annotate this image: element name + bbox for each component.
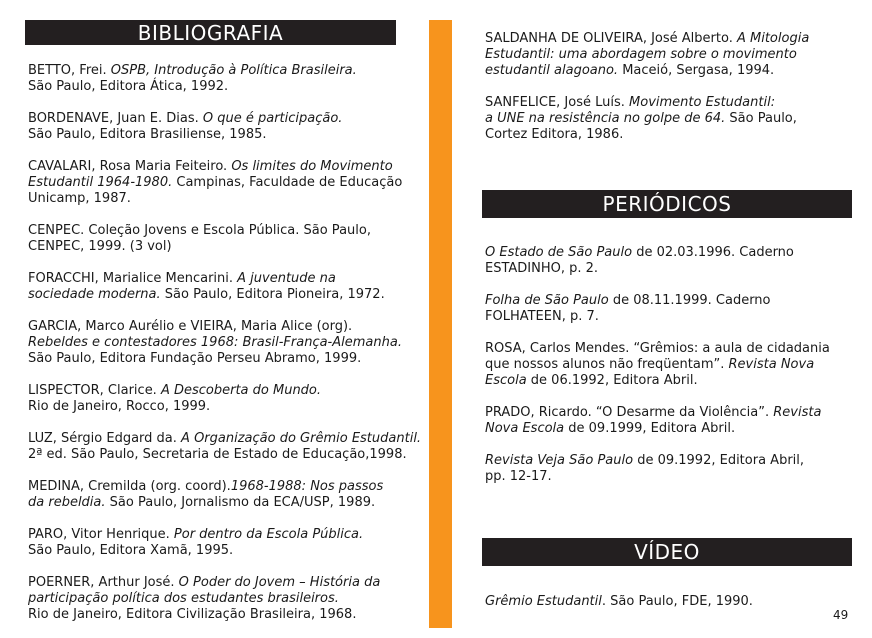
reference-entry — [485, 31, 857, 79]
reference-title: Rebeldes e contestadores 1968: Brasil-França-Alemanha. — [28, 335, 402, 350]
reference-title: A Mitologia Estudantil: uma abordagem sobre o movimento estudantil alagoano. — [485, 31, 810, 78]
reference-text: POERNER, Arthur José. — [28, 575, 179, 590]
reference-title: Grêmio Estudantil — [485, 594, 602, 609]
reference-text: de 09.1992, Editora Abril, pp. 12-17. — [485, 453, 805, 484]
reference-entry — [485, 245, 857, 277]
bibliografia-header — [25, 20, 396, 45]
periodicos-title: PERIÓDICOS — [602, 192, 732, 216]
reference-title: A Descoberta do Mundo. — [160, 383, 322, 398]
video-header — [482, 538, 852, 566]
reference-text: ROSA, Carlos Mendes. “Grêmios: a aula de cidadania que nossos alunos não freqüentam”. — [485, 341, 830, 372]
reference-title: Revista Nova Escola — [485, 405, 822, 436]
bibliografia-title: BIBLIOGRAFIA — [137, 20, 284, 45]
video-list — [485, 594, 857, 610]
periodicos-list — [485, 245, 857, 485]
reference-text: São Paulo, Editora Xamã, 1995. — [28, 543, 234, 558]
reference-text: São Paulo, Editora Brasiliense, 1985. — [28, 127, 267, 142]
reference-text: Rio de Janeiro, Editora Civilização Brasileira, 1968. — [28, 607, 357, 622]
reference-text: . São Paulo, FDE, 1990. — [601, 594, 753, 609]
reference-text: PARO, Vitor Henrique. — [28, 527, 174, 542]
reference-entry — [28, 431, 423, 463]
reference-entry — [485, 293, 857, 325]
reference-entry — [28, 575, 423, 623]
reference-text: de 06.1992, Editora Abril. — [526, 373, 698, 388]
reference-text: São Paulo, Editora Pioneira, 1972. — [160, 287, 385, 302]
reference-text: São Paulo, Cortez Editora, 1986. — [485, 111, 797, 142]
reference-title: 1968-1988: Nos passos da rebeldia. — [28, 479, 384, 510]
reference-entry — [28, 111, 423, 143]
reference-text: Campinas, Faculdade de Educação Unicamp, 1987. — [28, 175, 403, 206]
reference-text: São Paulo, Editora Ática, 1992. — [28, 79, 229, 94]
reference-text: de 02.03.1996. Caderno ESTADINHO, p. 2. — [485, 245, 794, 276]
reference-text: LUZ, Sérgio Edgard da. — [28, 431, 182, 446]
orange-divider-strip — [429, 20, 452, 628]
periodicos-header — [482, 190, 852, 218]
reference-text: PRADO, Ricardo. “O Desarme da Violência”. — [485, 405, 774, 420]
reference-entry — [485, 453, 857, 485]
video-title: VÍDEO — [634, 540, 700, 564]
bibliografia-list — [28, 63, 423, 623]
reference-text: Rio de Janeiro, Rocco, 1999. — [28, 399, 211, 414]
reference-text: 2ª ed. São Paulo, Secretaria de Estado de Educação,1998. — [28, 447, 407, 462]
reference-text: BETTO, Frei. — [28, 63, 111, 78]
reference-entry — [28, 63, 423, 95]
reference-entry — [485, 95, 857, 143]
reference-text: LISPECTOR, Clarice. — [28, 383, 161, 398]
reference-text: MEDINA, Cremilda (org. coord). — [28, 479, 231, 494]
reference-entry — [28, 271, 423, 303]
reference-entry — [485, 594, 857, 610]
reference-text: de 08.11.1999. Caderno FOLHATEEN, p. 7. — [485, 293, 771, 324]
page-number: 49 — [833, 608, 849, 622]
reference-text: SANFELICE, José Luís. — [485, 95, 630, 110]
reference-text: GARCIA, Marco Aurélio e VIEIRA, Maria Alice (org). — [28, 319, 353, 334]
reference-text: CENPEC. Coleção Jovens e Escola Pública. São Paulo, CENPEC, 1999. (3 vol) — [28, 223, 371, 254]
reference-entry — [28, 527, 423, 559]
reference-entry — [28, 159, 423, 207]
reference-title: Movimento Estudantil: a UNE na resistência no golpe de 64. — [485, 95, 776, 126]
reference-text: Maceió, Sergasa, 1994. — [618, 63, 775, 78]
reference-text: São Paulo, Jornalismo da ECA/USP, 1989. — [105, 495, 376, 510]
reference-title: Revista Nova Escola — [485, 357, 815, 388]
reference-text: de 09.1999, Editora Abril. — [564, 421, 736, 436]
reference-title: A juventude na sociedade moderna. — [28, 271, 336, 302]
reference-title: A Organização do Grêmio Estudantil. — [181, 431, 422, 446]
reference-text: SALDANHA DE OLIVEIRA, José Alberto. — [485, 31, 737, 46]
reference-entry — [485, 405, 857, 437]
reference-title: Os limites do Movimento Estudantil 1964-1980. — [28, 159, 393, 190]
reference-entry — [28, 319, 423, 367]
reference-text: BORDENAVE, Juan E. Dias. — [28, 111, 203, 126]
reference-entry — [485, 341, 857, 389]
reference-entry — [28, 479, 423, 511]
bibliografia-continued-list — [485, 31, 857, 143]
reference-title: OSPB, Introdução à Política Brasileira. — [110, 63, 357, 78]
reference-title: O que é participação. — [202, 111, 343, 126]
reference-entry — [28, 223, 423, 255]
reference-title: Revista Veja São Paulo — [485, 453, 634, 468]
reference-text: FORACCHI, Marialice Mencarini. — [28, 271, 238, 286]
reference-text: CAVALARI, Rosa Maria Feiteiro. — [28, 159, 232, 174]
reference-entry — [28, 383, 423, 415]
reference-title: Por dentro da Escola Pública. — [173, 527, 364, 542]
reference-text: São Paulo, Editora Fundação Perseu Abramo, 1999. — [28, 351, 362, 366]
reference-title: O Estado de São Paulo — [485, 245, 633, 260]
reference-title: Folha de São Paulo — [485, 293, 609, 308]
reference-title: O Poder do Jovem – História da participação política dos estudantes brasileiros. — [28, 575, 381, 606]
